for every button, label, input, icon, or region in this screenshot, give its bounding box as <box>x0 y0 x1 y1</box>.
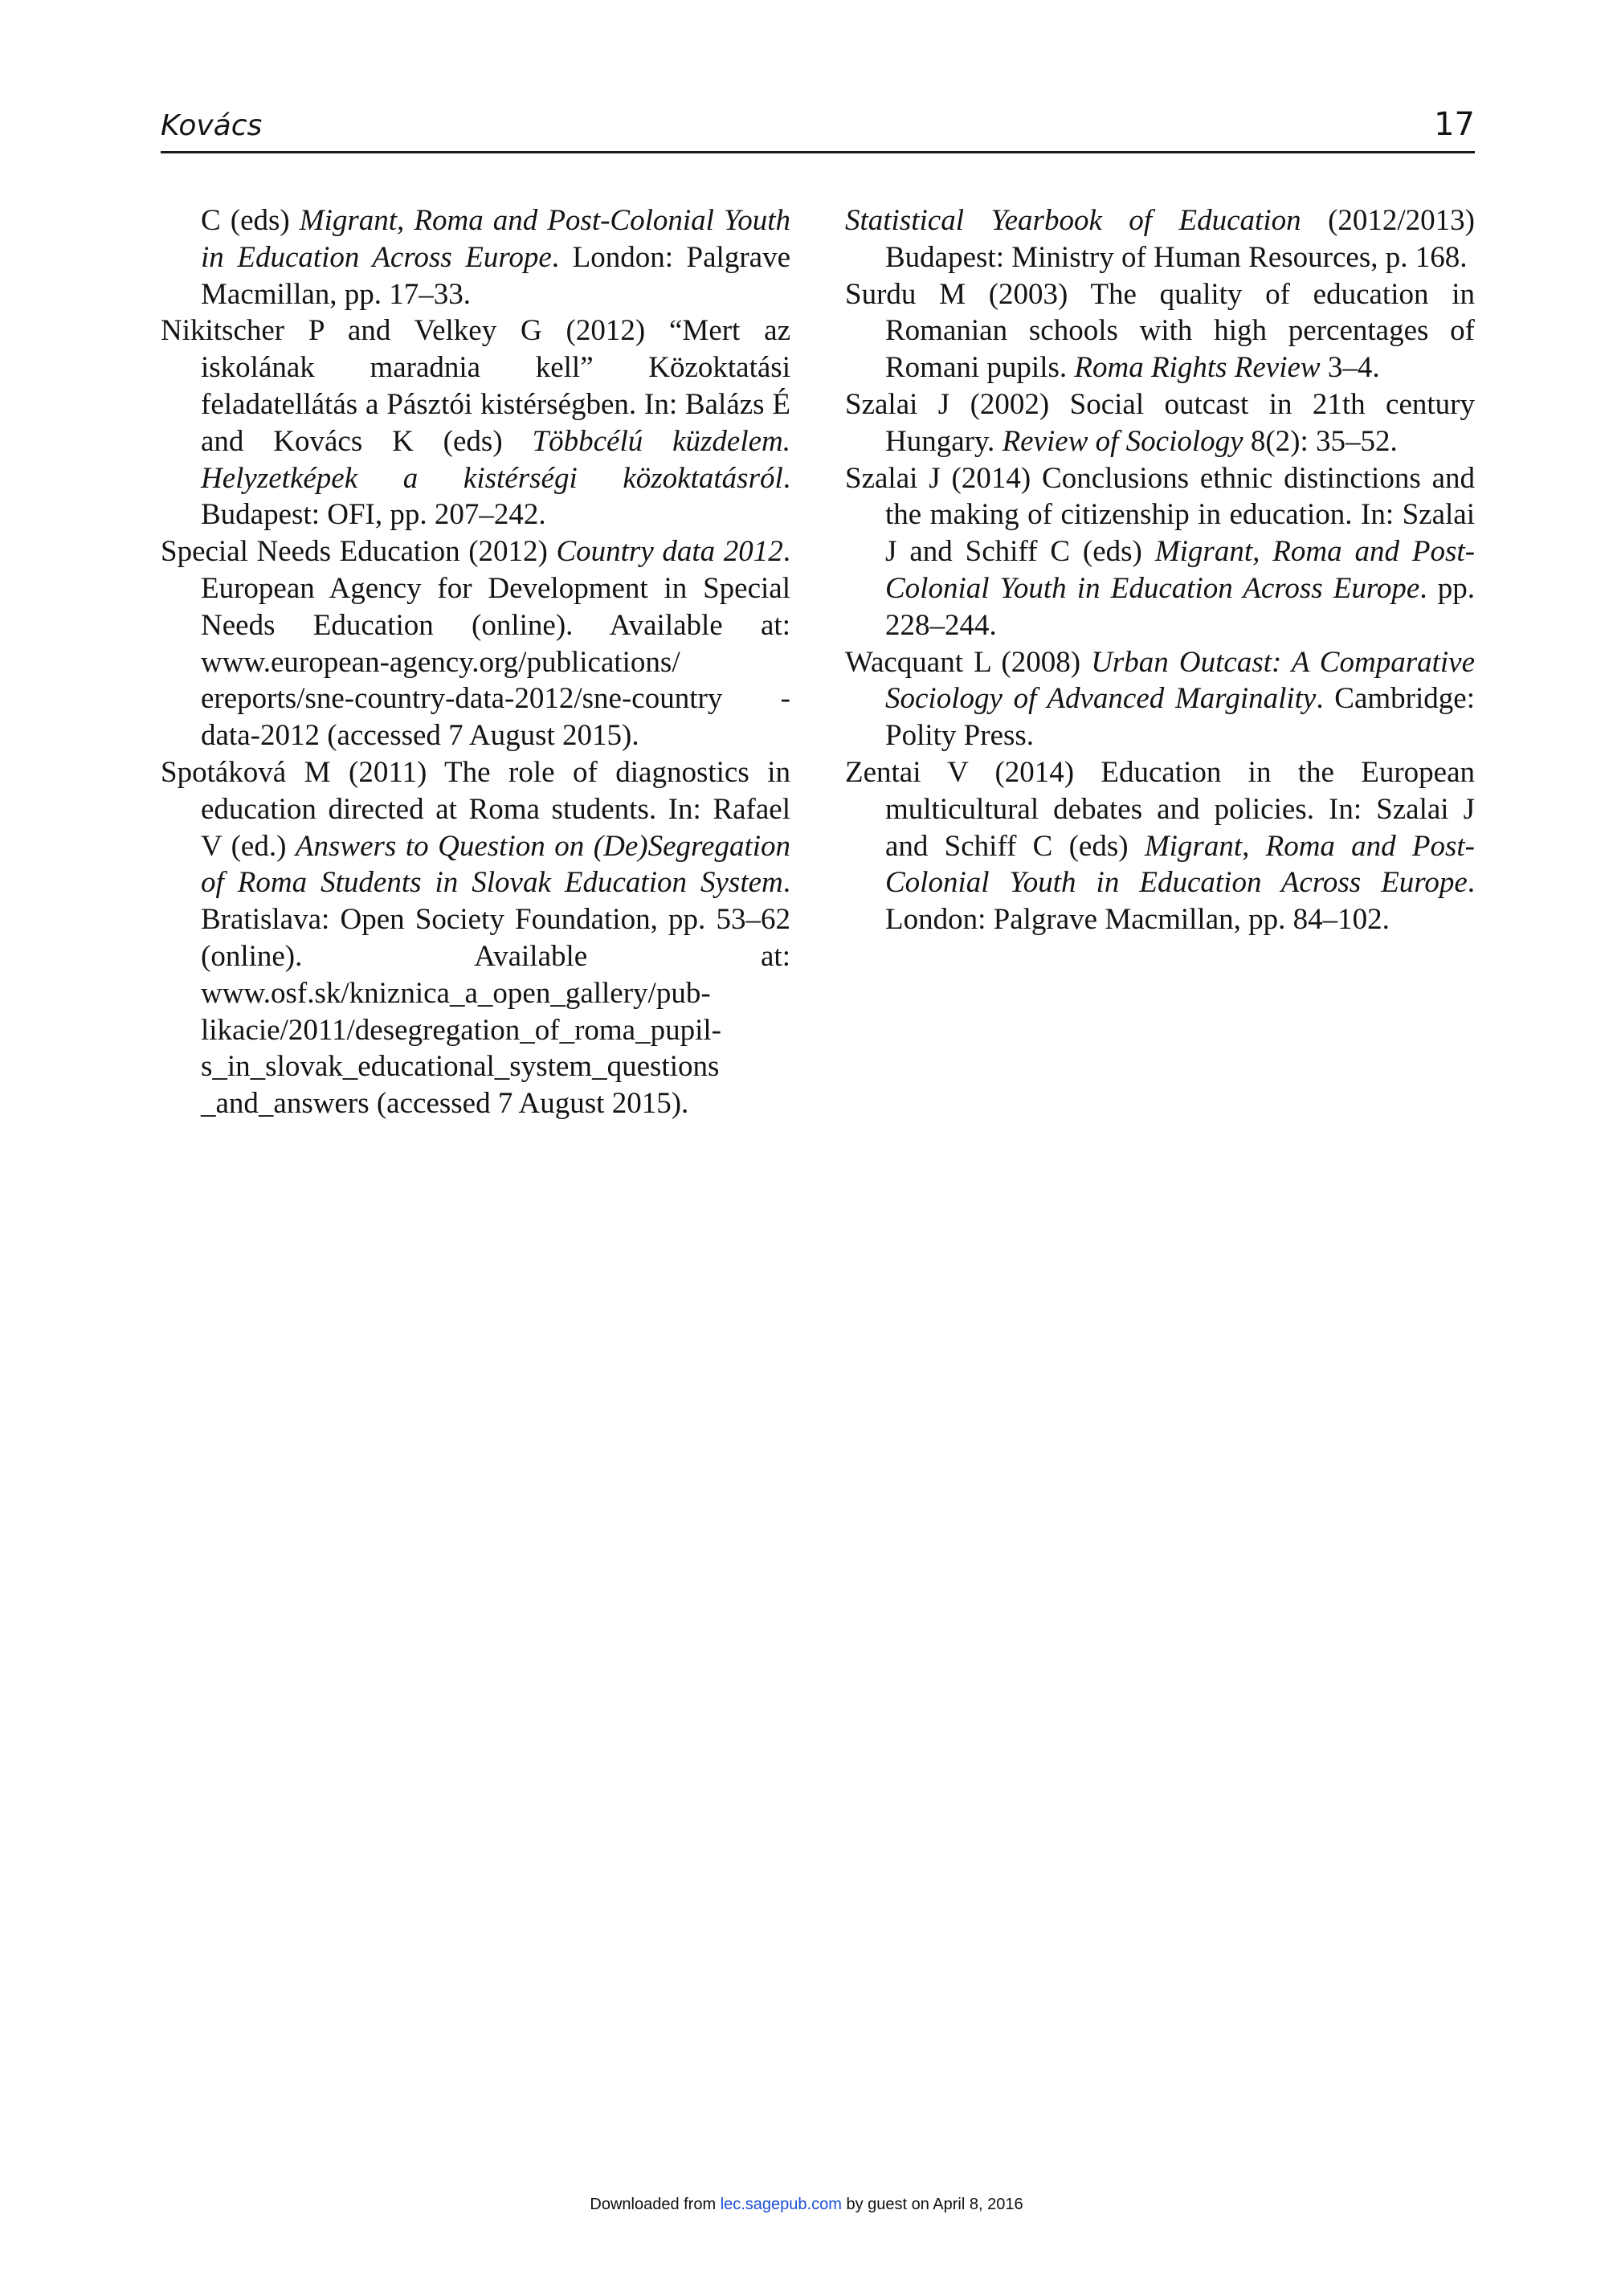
footer-suffix: by guest on April 8, 2016 <box>841 2196 1023 2213</box>
download-footer <box>0 2196 1613 2214</box>
reference-title: Többcélú küzdelem. Helyzetképek a kistérségi közoktatásról <box>201 424 790 495</box>
reference-title: Country data 2012 <box>556 535 783 569</box>
reference-title: Answers to Question on (De)Segregation of Roma Students in Slovak Education System <box>201 829 791 900</box>
reference-text: (2012/2013) Budapest: Ministry of Human Resources, p. 168. <box>885 204 1475 274</box>
reference-title: Urban Outcast: A Comparative Sociology of Advanced Marginality <box>885 645 1475 716</box>
reference-text: . London: Palgrave Macmillan, pp. 17–33. <box>201 240 791 311</box>
reference-text: . pp. 228–244. <box>885 571 1475 642</box>
running-header <box>161 103 1475 153</box>
reference-entry <box>161 313 790 533</box>
reference-entry <box>845 386 1475 460</box>
reference-title: Migrant, Roma and Post-Colonial Youth in Education Across Europe <box>885 829 1476 900</box>
reference-text: Special Needs Education (2012) <box>161 535 557 569</box>
reference-title: Review of Sociology <box>1002 424 1243 458</box>
page-number: 17 <box>1434 106 1475 143</box>
reference-text: 8(2): 35–52. <box>1243 424 1398 458</box>
reference-entry <box>845 276 1475 386</box>
reference-text: Szalai J (2002) Social outcast in 21th century Hungary. <box>845 387 1475 458</box>
reference-text: Zentai V (2014) Education in the European multicultural debates and policies. In: Szalai J and Schiff C (eds) <box>845 755 1475 863</box>
reference-text: . Bratislava: Open Society Foundation, pp. 53–62 (online). Available at: www.osf.sk/kniznica_a_open_gallery/pub- likacie/2011/desegregation_of_roma_pupil- s_in_slovak_educational_system_questions _and_answers (accessed 7 August 2015). <box>201 866 790 1121</box>
references-right-column <box>845 202 1475 938</box>
reference-text: . Cambridge: Polity Press. <box>885 682 1475 753</box>
reference-entry <box>845 460 1475 644</box>
reference-text: Wacquant L (2008) <box>845 645 1092 679</box>
reference-text: . Budapest: OFI, pp. 207–242. <box>201 461 790 532</box>
reference-title: Statistical Yearbook of Education <box>845 204 1301 237</box>
reference-entry <box>845 644 1475 754</box>
reference-text: Nikitscher P and Velkey G (2012) “Mert az iskolának maradnia kell” Közoktatási feladatellátás a Pásztói kistérségben. In: Balázs É and Kovács K (eds) <box>161 314 790 458</box>
reference-title: Migrant, Roma and Post-Colonial Youth in Education Across Europe <box>885 535 1476 605</box>
reference-text: C (eds) <box>201 204 300 237</box>
footer-prefix: Downloaded from <box>590 2196 721 2213</box>
reference-entry <box>845 754 1475 938</box>
reference-text: Szalai J (2014) Conclusions ethnic distinctions and the making of citizenship in education. In: Szalai J and Schiff C (eds) <box>845 461 1475 569</box>
reference-entry <box>845 202 1475 276</box>
reference-text: 3–4. <box>1320 351 1380 385</box>
reference-entry <box>161 754 790 1122</box>
reference-entry <box>161 202 790 313</box>
reference-text: Spotáková M (2011) The role of diagnostics in education directed at Roma students. In: Rafael V (ed.) <box>161 755 790 863</box>
reference-text: . European Agency for Development in Special Needs Education (online). Available at: www.european-agency.org/publications/ ereports/sne-country-data-2012/sne-country -data-2012 (accessed 7 August 2015). <box>201 535 790 753</box>
reference-text: Surdu M (2003) The quality of education in Romanian schools with high percentages of Romani pupils. <box>845 277 1475 385</box>
running-head-author: Kovács <box>161 109 263 142</box>
footer-link[interactable]: lec.sagepub.com <box>720 2196 842 2213</box>
reference-title: Roma Rights Review <box>1074 351 1321 385</box>
reference-entry <box>161 533 790 754</box>
reference-text: . London: Palgrave Macmillan, pp. 84–102. <box>885 866 1475 937</box>
references-left-column <box>161 202 790 1122</box>
reference-title: Migrant, Roma and Post-Colonial Youth in Education Across Europe <box>201 204 790 274</box>
